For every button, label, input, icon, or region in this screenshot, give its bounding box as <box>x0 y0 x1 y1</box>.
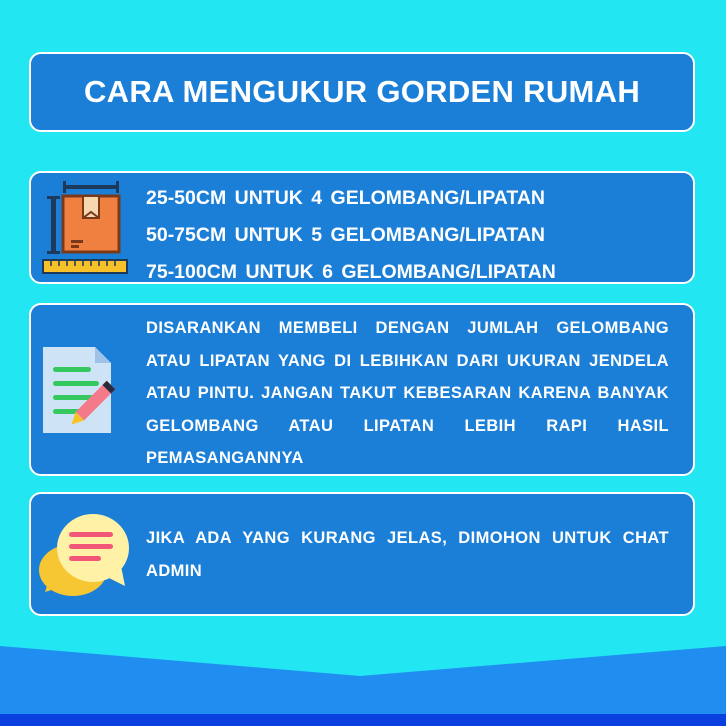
page-title: CARA MENGUKUR GORDEN RUMAH <box>83 74 641 109</box>
size-rules-list <box>146 180 683 291</box>
advice-text: DISARANKAN MEMBELI DENGAN JUMLAH GELOMBANG ATAU LIPATAN YANG DI LEBIHKAN DARI UKURAN JENDELA ATAU PINTU. JANGAN TAKUT KEBESARAN KARENA BANYAK GELOMBANG ATAU LIPATAN LEBIH RAPI HASIL PEMASANGANNYA <box>146 319 669 467</box>
size-rules-panel <box>29 171 695 284</box>
title-banner <box>29 52 695 132</box>
document-pencil-icon <box>39 343 135 435</box>
size-rule-3: 75-100CM UNTUK 6 GELOMBANG/LIPATAN <box>146 261 556 283</box>
advice-panel <box>29 303 695 476</box>
box-ruler-icon <box>39 180 131 276</box>
chat-bubble-icon <box>37 508 133 604</box>
size-rule-2: 50-75CM UNTUK 5 GELOMBANG/LIPATAN <box>146 224 546 246</box>
size-rule-1: 25-50CM UNTUK 4 GELOMBANG/LIPATAN <box>146 187 546 209</box>
contact-text: JIKA ADA YANG KURANG JELAS, DIMOHON UNTUK CHAT ADMIN <box>146 529 669 580</box>
contact-panel <box>29 492 695 616</box>
